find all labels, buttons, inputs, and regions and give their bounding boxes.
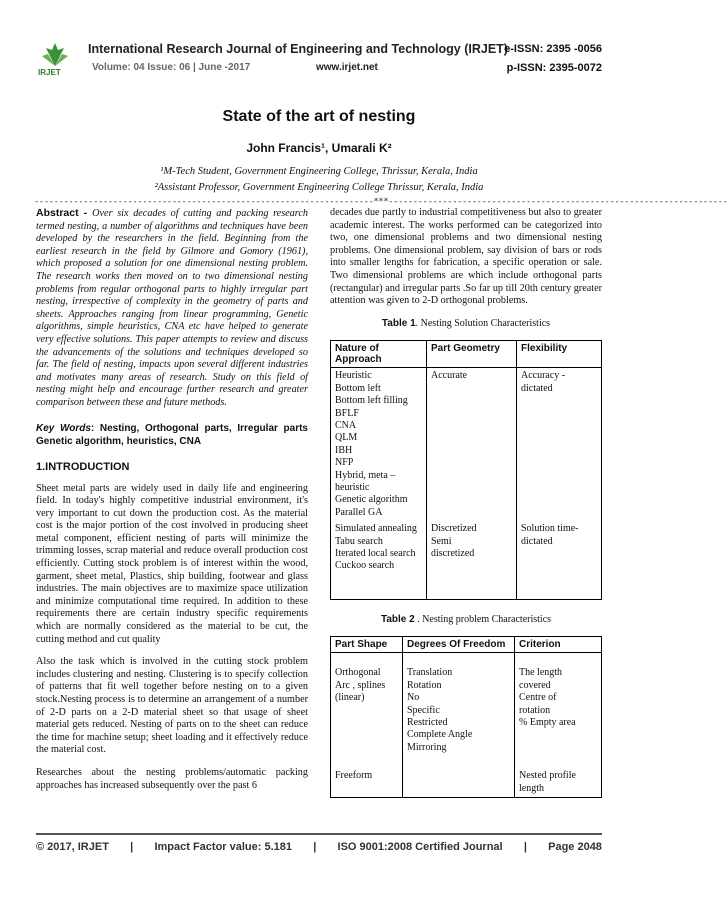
table2-cell bbox=[515, 756, 602, 797]
footer-separator: | bbox=[313, 841, 317, 853]
cell-line: Tabu search bbox=[335, 535, 383, 547]
cell-line: % Empty area bbox=[519, 717, 576, 729]
table1-caption bbox=[330, 318, 602, 331]
footer-page: Page 2048 bbox=[548, 841, 602, 853]
table1-caption-text: . Nesting Solution Characteristics bbox=[415, 317, 551, 329]
cell-line: Freeform bbox=[335, 770, 373, 782]
p-issn: p-ISSN: 2395-0072 bbox=[506, 62, 602, 74]
cell-line: Genetic algorithm bbox=[335, 494, 408, 506]
table2 bbox=[330, 636, 602, 798]
table2-header: Degrees Of Freedom bbox=[403, 637, 515, 653]
journal-title: International Research Journal of Engineering and Technology (IRJET) bbox=[88, 42, 508, 56]
footer-separator: | bbox=[130, 841, 134, 853]
cell-line: Restricted bbox=[407, 717, 448, 729]
abstract-text: Over six decades of cutting and packing research termed nesting, a number of algorithms and techniques have been developed by the researchers in the field. Beginning from the earliest research in the field by Gilmore and Gomory (1961), which proposed a solution for one dimensional nesting problem. The research works then moved on to two dimensional nesting problems from regular orthogonal parts to highly irregular part nesting, irrespective of complexity in the geometry of parts and sheets. Approaches ranging from linear programming, Genetic algorithms, simple heuristics, CNA etc have helped to generate very effective solutions. This paper attempts to review and discuss the advancements of the solutions and techniques developed so far. The field of nesting, impacts upon several different industries and motivates many areas of research. Study on this field of nesting might help and encourage further research and greater comparison between these and future methods. bbox=[36, 208, 308, 408]
cell-line: Mirroring bbox=[407, 741, 447, 753]
table-row bbox=[331, 521, 602, 599]
cell-line: BFLF bbox=[335, 407, 359, 419]
cell-line: Solution time- bbox=[521, 523, 579, 535]
affiliation-2: ²Assistant Professor, Government Engineering College Thrissur, Kerala, India bbox=[154, 182, 484, 193]
footer-separator: | bbox=[523, 841, 527, 853]
table-row bbox=[331, 653, 602, 756]
cell-line: No bbox=[407, 692, 420, 704]
cell-line: NFP bbox=[335, 457, 354, 469]
cell-line: rotation bbox=[519, 704, 551, 716]
separator-rule: ---------------------------------------------------------------------***--------------------------------------------------------------------- bbox=[34, 197, 728, 207]
abstract bbox=[36, 207, 308, 410]
cell-line: Parallel GA bbox=[335, 506, 383, 518]
right-column bbox=[330, 207, 602, 798]
journal-header bbox=[36, 40, 602, 80]
affiliation-1: ¹M-Tech Student, Government Engineering College, Thrissur, Kerala, India bbox=[160, 166, 478, 177]
cell-line: Arc , splines bbox=[335, 679, 386, 691]
cell-line: covered bbox=[519, 679, 551, 691]
footer-copyright: © 2017, IRJET bbox=[36, 841, 109, 853]
table2-cell bbox=[515, 653, 602, 756]
website-link[interactable]: www.irjet.net bbox=[316, 62, 378, 73]
table1-cell bbox=[427, 368, 517, 521]
table2-caption-text: . Nesting problem Characteristics bbox=[414, 613, 552, 625]
table2-cell bbox=[331, 756, 403, 797]
cell-line: dictated bbox=[521, 535, 553, 547]
cell-line: Orthogonal bbox=[335, 667, 381, 679]
cell-line: Semi bbox=[431, 535, 452, 547]
footer-iso: ISO 9001:2008 Certified Journal bbox=[337, 841, 503, 853]
cell-line: IBH bbox=[335, 444, 353, 456]
cell-line: Cuckoo search bbox=[335, 560, 395, 572]
table1-label: Table 1 bbox=[381, 317, 416, 329]
cell-line: (linear) bbox=[335, 692, 365, 704]
table1-cell bbox=[517, 521, 602, 599]
table1-header: Nature of Approach bbox=[331, 341, 427, 368]
cell-line: Hybrid, meta – bbox=[335, 469, 396, 481]
cell-line: Discretized bbox=[431, 523, 477, 535]
table2-cell bbox=[331, 653, 403, 756]
section-heading: 1.INTRODUCTION bbox=[36, 460, 130, 473]
intro-paragraph-3: Researches about the nesting problems/automatic packing approaches has increased subsequently over the past 6 bbox=[36, 766, 308, 791]
cell-line: Rotation bbox=[407, 679, 442, 691]
table2-cell bbox=[403, 653, 515, 756]
authors: John Francis¹, Umarali K² bbox=[246, 141, 392, 155]
table1-header: Flexibility bbox=[517, 341, 602, 368]
table2-header: Criterion bbox=[515, 637, 602, 653]
cell-line: Accuracy - bbox=[521, 370, 566, 382]
cell-line: Simulated annealing bbox=[335, 523, 417, 535]
cell-line: heuristic bbox=[335, 482, 370, 493]
cell-line: Bottom left filling bbox=[335, 395, 408, 407]
table2-caption bbox=[330, 614, 602, 627]
intro-paragraph-1: Sheet metal parts are widely used in daily life and engineering field. In today's highly competitive industrial environment, it's very important to cut down the production cost. As the material cost is the major portion of the cost involved in producing sheet metal component, efficient nesting of parts will minimize the trimming losses, scrap material and reduce overall production cost efficiently. Cutting stock problem is of interest within the wood, garment, sheet metal, Plastics, ship building, footwear and glass industries. The main objectives are to maximize space utilization and minimize computational time required. In addition to these requirements there are certain industry specific requirements which are normally considered as the material to be cut, the cutting method and cut quality bbox=[36, 482, 308, 645]
cell-line: length bbox=[519, 782, 544, 794]
cell-line: Complete Angle bbox=[407, 729, 473, 741]
cell-line: Iterated local search bbox=[335, 548, 416, 560]
table1-cell bbox=[517, 368, 602, 521]
cell-line: Heuristic bbox=[335, 370, 372, 382]
table-row bbox=[331, 756, 602, 797]
cell-line: QLM bbox=[335, 432, 358, 444]
table1 bbox=[330, 340, 602, 600]
intro-paragraph-4: decades due partly to industrial competitiveness but also to greater academic interest. The works performed can be categorized into two, one dimensional problems and two dimensional nesting problems. One dimensional problem, say division of bars or rods into smaller lengths for fabrication, a specific operation or sale. Two dimensional problems are which include orthogonal parts (rectangular) and irregular parts .So far up till 20th century greater attention was given to 2-D orthogonal problems. bbox=[330, 207, 602, 307]
keywords bbox=[36, 422, 308, 448]
table1-cell bbox=[331, 368, 427, 521]
table2-cell bbox=[403, 756, 515, 797]
keywords-text: : Nesting, Orthogonal parts, Irregular parts Genetic algorithm, heuristics, CNA bbox=[36, 422, 308, 447]
cell-line: Specific bbox=[407, 704, 440, 716]
e-issn: e-ISSN: 2395 -0056 bbox=[504, 43, 602, 55]
cell-line: Centre of bbox=[519, 692, 557, 704]
table1-cell bbox=[427, 521, 517, 599]
cell-line: Translation bbox=[407, 667, 453, 679]
table1-cell bbox=[331, 521, 427, 599]
cell-line: dictated bbox=[521, 382, 553, 394]
intro-paragraph-2: Also the task which is involved in the cutting stock problem includes clustering and nesting. Clustering is to specify collection of patterns that fit well together before nesting on to a given stock.Nesting process is to determine an arrangement of a number of 2-D parts on a 2-D material sheet so that usage of sheet material gets reduced. Nesting of parts on to the sheet can reduce the time for machine setup; sheet loading and it effectively reduce the material cost. bbox=[36, 656, 308, 756]
keywords-label: Key Words bbox=[36, 422, 91, 434]
table1-header: Part Geometry bbox=[427, 341, 517, 368]
cell-line: Bottom left bbox=[335, 382, 381, 394]
cell-line: Nested profile bbox=[519, 770, 576, 782]
cell-line: The length bbox=[519, 667, 563, 679]
footer-impact: Impact Factor value: 5.181 bbox=[154, 841, 292, 853]
logo-text: IRJET bbox=[38, 68, 61, 77]
cell-line: discretized bbox=[431, 548, 475, 560]
table-row bbox=[331, 368, 602, 521]
table2-label: Table 2 bbox=[380, 613, 415, 625]
page-footer bbox=[36, 833, 602, 853]
cell-line: CNA bbox=[335, 419, 357, 431]
volume-issue: Volume: 04 Issue: 06 | June -2017 bbox=[92, 62, 251, 73]
abstract-label: Abstract - bbox=[36, 207, 93, 219]
table2-header: Part Shape bbox=[331, 637, 403, 653]
cell-line: Accurate bbox=[431, 370, 468, 382]
paper-title: State of the art of nesting bbox=[222, 108, 416, 125]
left-column bbox=[36, 207, 308, 792]
